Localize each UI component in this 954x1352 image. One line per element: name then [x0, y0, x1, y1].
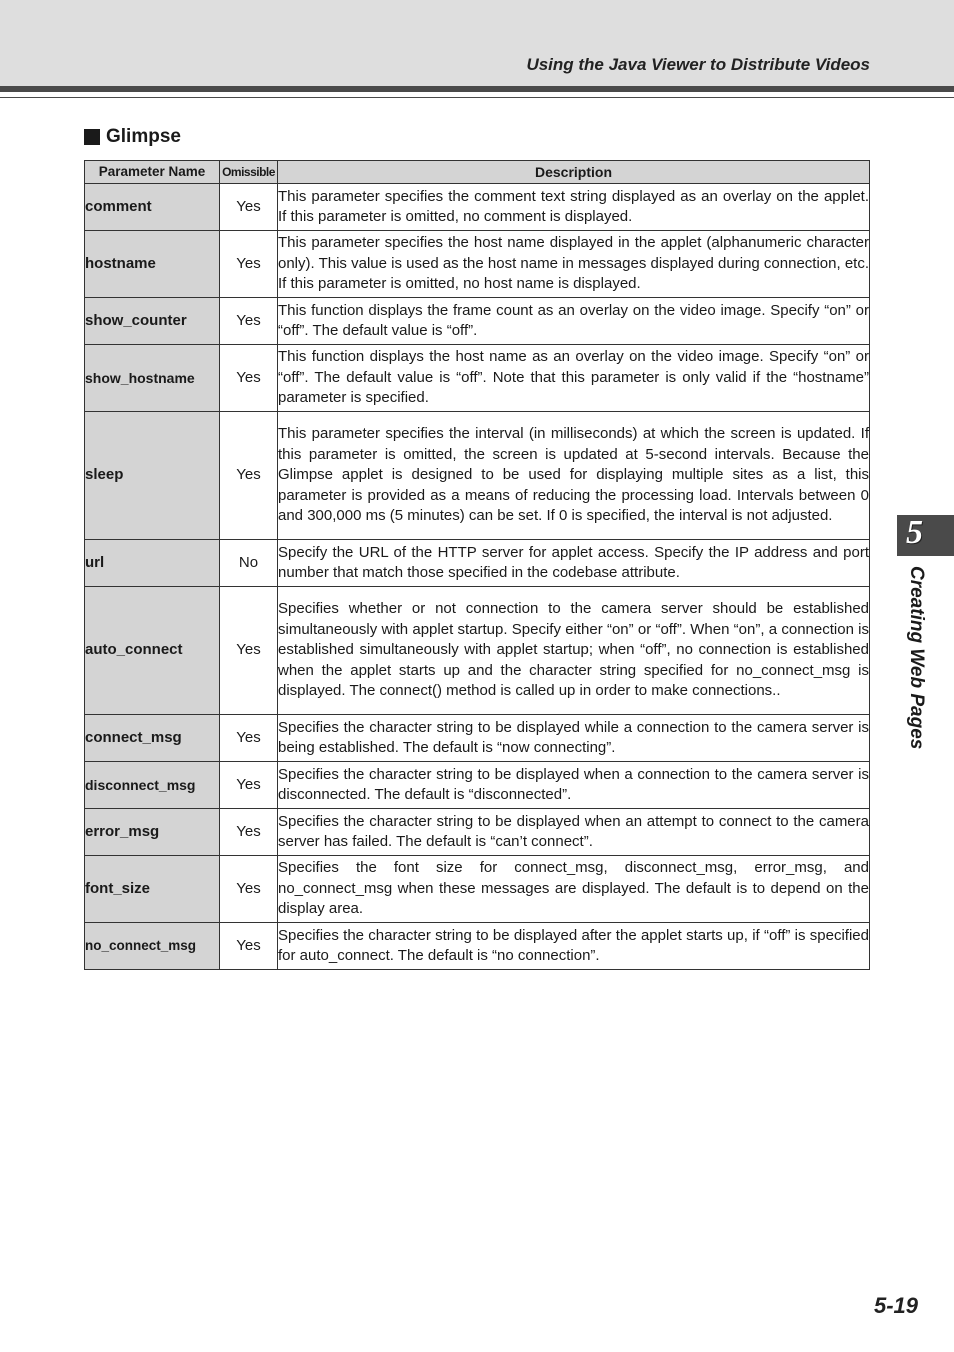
omissible-value: No: [220, 540, 278, 587]
omissible-value: Yes: [220, 856, 278, 923]
parameter-name: error_msg: [85, 809, 220, 856]
parameter-name: sleep: [85, 412, 220, 540]
parameter-description: This function displays the frame count as an overlay on the video image. Specify “on” or “off”. The default value is “off”.: [278, 298, 870, 345]
column-header-omissible: Omissible: [220, 161, 278, 184]
omissible-value: Yes: [220, 231, 278, 298]
section-title: Glimpse: [106, 126, 181, 147]
table-row: [85, 231, 870, 298]
table-row: [85, 762, 870, 809]
parameter-description: This parameter specifies the host name displayed in the applet (alphanumeric character only). This value is used as the host name in messages displayed during connection, etc. If this parameter is omitted, no host name is displayed.: [278, 231, 870, 298]
omissible-value: Yes: [220, 298, 278, 345]
header-rule-thick: [0, 86, 954, 92]
parameter-name: show_counter: [85, 298, 220, 345]
parameter-name: disconnect_msg: [85, 762, 220, 809]
omissible-value: Yes: [220, 184, 278, 231]
omissible-value: Yes: [220, 587, 278, 715]
table-row: [85, 345, 870, 412]
table-row: [85, 184, 870, 231]
table-row: [85, 856, 870, 923]
parameter-description: Specify the URL of the HTTP server for applet access. Specify the IP address and port number that match those specified in the codebase attribute.: [278, 540, 870, 587]
table-header-row: [85, 161, 870, 184]
omissible-value: Yes: [220, 809, 278, 856]
table-row: [85, 412, 870, 540]
parameter-description: This function displays the host name as an overlay on the video image. Specify “on” or “off”. The default value is “off”. Note that this parameter is only valid if the “hostname” parameter is specified.: [278, 345, 870, 412]
parameter-description: Specifies the character string to be displayed after the applet starts up, if “off” is specified for auto_connect. The default is “no connection”.: [278, 923, 870, 970]
omissible-value: Yes: [220, 762, 278, 809]
parameter-name: hostname: [85, 231, 220, 298]
section-heading: [84, 126, 181, 148]
parameter-name: no_connect_msg: [85, 923, 220, 970]
parameter-description: Specifies the font size for connect_msg, disconnect_msg, error_msg, and no_connect_msg when these messages are displayed. The default is to depend on the display area.: [278, 856, 870, 923]
column-header-parameter-name: Parameter Name: [85, 161, 220, 184]
table-row: [85, 298, 870, 345]
header-rule-thin: [0, 97, 954, 98]
page-number: 5-19: [873, 1293, 918, 1318]
chapter-number: 5: [906, 514, 923, 551]
parameter-name: url: [85, 540, 220, 587]
omissible-value: Yes: [220, 715, 278, 762]
column-header-description: Description: [278, 161, 870, 184]
parameter-name: font_size: [85, 856, 220, 923]
parameter-name: connect_msg: [85, 715, 220, 762]
running-header-title: Using the Java Viewer to Distribute Videos: [526, 55, 870, 74]
parameter-description: Specifies the character string to be displayed while a connection to the camera server is being established. The default is “now connecting”.: [278, 715, 870, 762]
parameter-name: comment: [85, 184, 220, 231]
parameter-description: Specifies the character string to be displayed when a connection to the camera server is disconnected. The default is “disconnected”.: [278, 762, 870, 809]
parameter-description: This parameter specifies the interval (in milliseconds) at which the screen is updated. If this parameter is omitted, the screen is updated at 5-second intervals. Because the Glimpse applet is designed to be used for displaying multiple sites as a list, this parameter is provided as a means of reducing the processing load. Intervals between 0 and 300,000 ms (5 minutes) can be set. If 0 is specified, the interval is not adjusted.: [278, 412, 870, 540]
black-square-icon: [84, 129, 100, 145]
parameters-table: [84, 160, 870, 970]
parameter-name: show_hostname: [85, 345, 220, 412]
parameter-description: Specifies the character string to be displayed when an attempt to connect to the camera server has failed. The default is “can’t connect”.: [278, 809, 870, 856]
omissible-value: Yes: [220, 345, 278, 412]
omissible-value: Yes: [220, 923, 278, 970]
parameter-description: Specifies whether or not connection to the camera server should be established simultaneously with applet startup. Specify either “on” or “off”. When “on”, a connection is established simultaneously with applet startup; when “off”, no connection is established when the applet starts up and the character string specified for no_connect_msg is displayed. The connect() method is called up in order to make connections..: [278, 587, 870, 715]
table-row: [85, 587, 870, 715]
table-row: [85, 715, 870, 762]
parameter-description: This parameter specifies the comment text string displayed as an overlay on the applet. If this parameter is omitted, no comment is displayed.: [278, 184, 870, 231]
table-row: [85, 809, 870, 856]
table-row: [85, 923, 870, 970]
omissible-value: Yes: [220, 412, 278, 540]
table-row: [85, 540, 870, 587]
parameter-name: auto_connect: [85, 587, 220, 715]
chapter-side-label: Creating Web Pages: [906, 566, 927, 750]
